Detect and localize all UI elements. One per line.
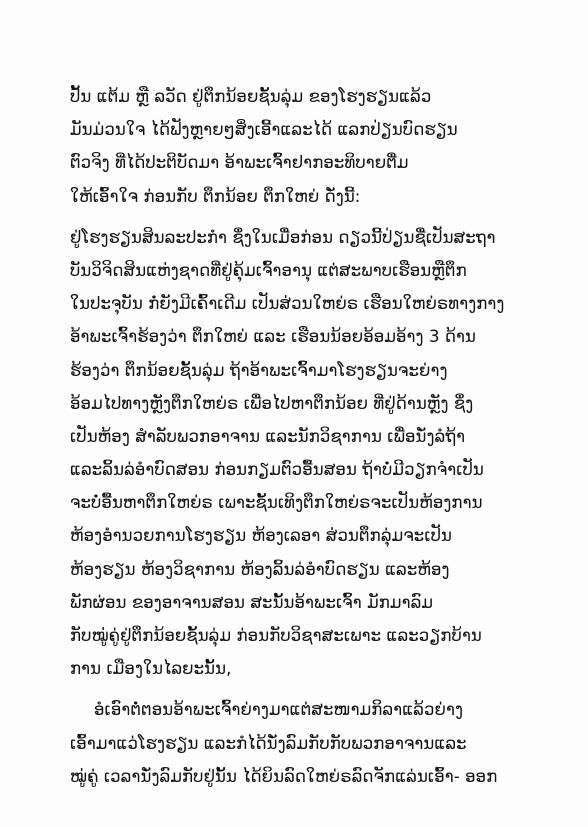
text-line-12: ແລະລິ້ນລ່ອຳບົດສອນ ກ່ອນກຽມຕົວອື້ນສອນ ຖ້າບໍ່ມີວຽກຈຳເປັນ xyxy=(70,460,484,480)
text-line-9: ຮ້ອງວ່າ ຕຶກນ້ອຍຊັ້ນລຸ່ມ ຖ້າອ້າພະເຈົ້າມາໂຮງຮຽນຈະຍ່າງ xyxy=(70,360,448,380)
text-line-11: ເປັນຫ້ອງ ສຳລັບພວກອາຈານ ແລະນັກວິຊາການ ເພື່ອນັ່ງລໍຖ້າ xyxy=(70,426,466,446)
text-line-4: ໃຫ້ເອົ້າໃຈ ກ່ອນກັບ ຕຶກນ້ອຍ ຕຶກໃຫຍ່ ດັ່ງນີ້: xyxy=(70,186,361,206)
text-line-15: ຫ້ອງຮຽນ ຫ້ອງວິຊາການ ຫ້ອງລິ້ນລ່ອຳບົດຮຽນ ແລະຫ້ອງ xyxy=(70,559,450,579)
text-line-5: ຢູ່ໂຮງຮຽນສິນລະປະກຳ ຊຶ່ງໃນເມື່ອກ່ອນ ດຽວນີ້ປ່ຽນຊື່ເປັນສະຖາ xyxy=(70,227,496,247)
text-line-20: ເອົ້າມາແວ່ໂຮງຮຽນ ແລະກໍໄດ້ນັ່ງລົມກັບກັບພວກອາຈານແລະ xyxy=(70,733,467,753)
text-line-3: ຕົວຈິງ ທີ່ໄດ້ປະຕິບັດມາ ອ້າພະເຈົ້າຢາກອະທິບາຍຕື່ມ xyxy=(70,153,409,173)
text-line-2: ມັນມ່ວນໃຈ ໄດ້ຟັງຫຼາຍໆສິ່ງເອີ້າແລະໄດ້ ແລກປ່ຽນບົດຮຽນ xyxy=(70,120,458,140)
text-line-16: ພັກຜ່ອນ ຂອງອາຈານສອນ ສະນັ້ນອ້າພະເຈົ້າ ມັກມາລົມ xyxy=(70,592,434,612)
text-line-6: ບັນວິຈິດສິນແຫ່ງຊາດທີ່ຢູ່ຄຸ້ມເຈົ້າອານຸ ແຕ່ສະພາບເຮືອນຫຼືຕຶກ xyxy=(70,260,467,280)
text-line-18: ການ ເມືອງໃນໄລຍະນັ້ນ, xyxy=(70,659,232,679)
text-line-1: ປັ້ນ ແຕ້ມ ຫຼື ລວັດ ຢູ່ຕຶກນ້ອຍຊັ້ນລຸ່ມ ຂອງໂຮງຮຽນແລ້ວ xyxy=(70,87,432,106)
text-line-13: ຈະບໍ່ອື້ນຫາຕຶກໃຫຍ່ຣ ເພາະຊັ້ນເທິງຕຶກໃຫຍ່ຣຈະເປັນຫ້ອງການ xyxy=(70,493,483,513)
text-line-14: ຫ້ອງອຳນວຍການໂຮງຮຽນ ຫ້ອງເລອາ ສ່ວນຕຶກລຸ່ມຈະເປັນ xyxy=(70,526,452,546)
text-line-10: ອ້ອມໄປທາງຫຼັງຕຶກໃຫຍ່ຣ ເພື່ອໄປຫາຕຶກນ້ອຍ ທີ່ຢູ່ດ້ານຫຼັງ ຊຶ່ງ xyxy=(70,393,474,413)
body-text xyxy=(70,80,560,793)
text-line-19: ອໍເອົາຕໍ່ຕອນອ້າພະເຈົ້າຍ່າງມາແຕ່ສະໜາມກິລາແລ້ວຍ່າງ xyxy=(94,700,464,720)
text-line-21: ໝູ່ຄູ່ ເວລານັ່ງລົມກັບຢູ່ນັ້ນ ໄດ້ຍິນລົດໃຫຍ່ຣລົດຈັກແລ່ນເອົ້າ- ອອກ xyxy=(70,766,498,786)
text-line-7: ໃນປະຈຸບັນ ກໍ່ຍັງມີເຄົ້າເດີມ ເປັນສ່ວນໃຫຍ່ຣ ເຮືອນໃຫຍ່ຣທາງກາງ xyxy=(70,294,505,314)
text-line-17: ກັບໝູ່ຄູ່ຢູ່ຕຶກນ້ອຍຊັ້ນລຸ່ມ ກ່ອນກັບວິຊາສະເພາະ ແລະວຽກບ້ານ xyxy=(70,626,482,645)
text-line-8: ອ້າພະເຈົ້າຮ້ອງວ່າ ຕຶກໃຫຍ່ ແລະ ເຮືອນນ້ອຍອ້ອມອ້າງ 3 ດ້ານ xyxy=(70,327,476,347)
